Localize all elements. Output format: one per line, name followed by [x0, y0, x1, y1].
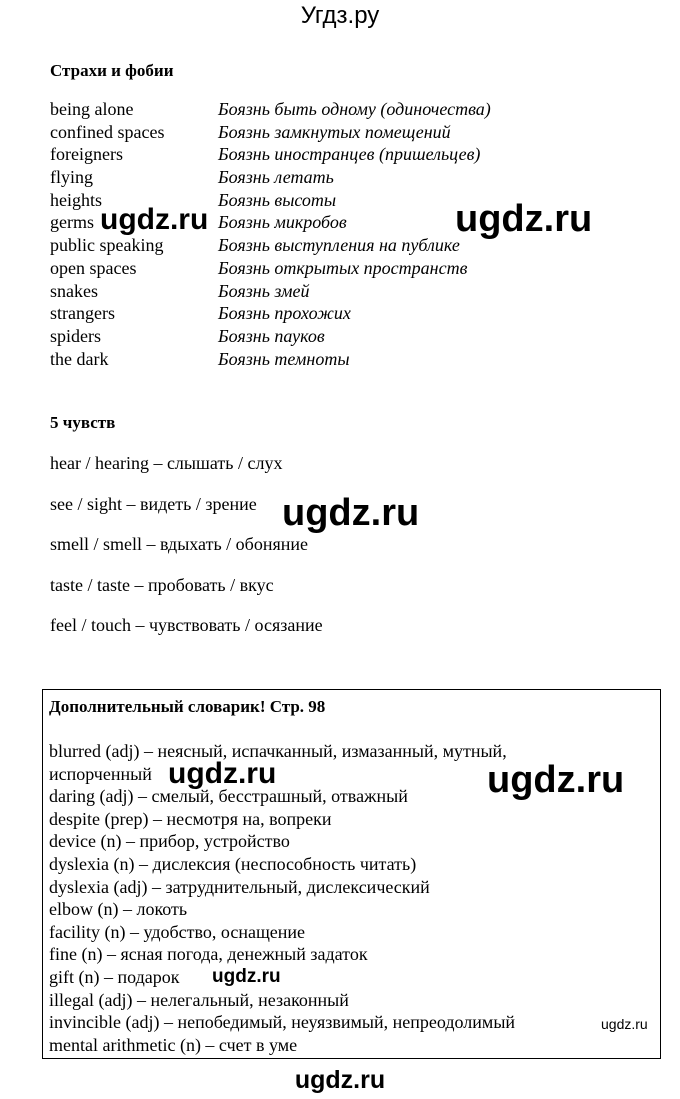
fear-russian: Боязнь открытых пространств	[218, 257, 468, 278]
fear-row	[50, 280, 570, 303]
extra-vocabulary-box	[42, 689, 661, 1059]
fear-russian: Боязнь быть одному (одиночества)	[218, 99, 491, 119]
fear-russian: Боязнь прохожих	[218, 303, 351, 324]
fear-russian: Боязнь высоты	[218, 189, 337, 210]
watermark: ugdz.ru	[168, 757, 277, 790]
watermark: ugdz.ru	[212, 966, 281, 987]
watermark: ugdz.ru	[601, 1016, 648, 1032]
vocab-entry: испорченный	[49, 763, 152, 784]
watermark: ugdz.ru	[100, 203, 209, 236]
fear-row	[50, 302, 570, 325]
fear-row	[50, 143, 570, 166]
vocab-entry: device (n) – прибор, устройство	[49, 831, 290, 852]
vocab-entry: fine (n) – ясная погода, денежный задаток	[49, 944, 368, 965]
vocab-entry: invincible (adj) – непобедимый, неуязвимый, непреодолимый	[49, 1012, 516, 1033]
fear-english: heights	[50, 189, 102, 210]
vocab-entry: dyslexia (adj) – затруднительный, дислексический	[49, 876, 430, 897]
sense-item: see / sight – видеть / зрение	[50, 493, 257, 514]
fear-russian: Боязнь пауков	[218, 325, 325, 346]
vocab-entry: despite (prep) – несмотря на, вопреки	[49, 808, 332, 829]
fear-row	[50, 121, 570, 144]
fear-english: snakes	[50, 280, 98, 301]
sense-item: smell / smell – вдыхать / обоняние	[50, 534, 308, 554]
vocab-entry: blurred (adj) – неясный, испачканный, измазанный, мутный,	[49, 741, 507, 761]
fear-russian: Боязнь микробов	[218, 212, 347, 233]
fear-row	[50, 325, 570, 348]
vocab-entry: mental arithmetic (n) – счет в уме	[49, 1034, 298, 1055]
fear-russian: Боязнь иностранцев (пришельцев)	[218, 144, 481, 165]
site-footer: ugdz.ru	[294, 1066, 386, 1094]
fear-row	[50, 348, 570, 371]
vocab-entry: gift (n) – подарок	[49, 966, 180, 987]
vocab-box-title: Дополнительный словарик! Стр. 98	[49, 697, 326, 716]
watermark: ugdz.ru	[487, 759, 625, 801]
senses-section-title: 5 чувств	[50, 413, 116, 432]
vocab-entry: daring (adj) – смелый, бесстрашный, отважный	[49, 786, 408, 807]
fear-row	[50, 166, 570, 189]
vocab-entry: facility (n) – удобство, оснащение	[49, 921, 306, 942]
fear-english: being alone	[50, 99, 134, 119]
fear-english: open spaces	[50, 257, 137, 278]
sense-item: hear / hearing – слышать / слух	[50, 453, 283, 473]
fear-english: flying	[50, 167, 93, 188]
fears-section-title: Страхи и фобии	[50, 61, 174, 80]
sense-item: taste / taste – пробовать / вкус	[50, 574, 274, 595]
fear-english: germs	[50, 212, 94, 233]
watermark: ugdz.ru	[455, 198, 593, 240]
fear-russian: Боязнь темноты	[218, 348, 350, 369]
fear-row	[50, 257, 570, 280]
fear-russian: Боязнь выступления на публике	[218, 235, 460, 256]
fear-english: the dark	[50, 348, 109, 369]
fear-english: confined spaces	[50, 121, 165, 142]
fear-english: public speaking	[50, 235, 164, 256]
watermark: ugdz.ru	[282, 492, 420, 534]
sense-item: feel / touch – чувствовать / осязание	[50, 615, 323, 635]
fear-english: strangers	[50, 303, 115, 324]
fear-row	[50, 98, 570, 121]
fear-russian: Боязнь летать	[218, 167, 334, 188]
vocab-entry: illegal (adj) – нелегальный, незаконный	[49, 989, 349, 1010]
vocab-entry: elbow (n) – локоть	[49, 899, 188, 920]
fear-english: foreigners	[50, 144, 123, 165]
vocab-entry: dyslexia (n) – дислексия (неспособность читать)	[49, 853, 417, 874]
fear-english: spiders	[50, 325, 101, 346]
fear-russian: Боязнь замкнутых помещений	[218, 121, 451, 142]
site-header: Угдз.ру	[300, 2, 380, 29]
fear-russian: Боязнь змей	[218, 280, 310, 301]
senses-list	[50, 452, 323, 655]
